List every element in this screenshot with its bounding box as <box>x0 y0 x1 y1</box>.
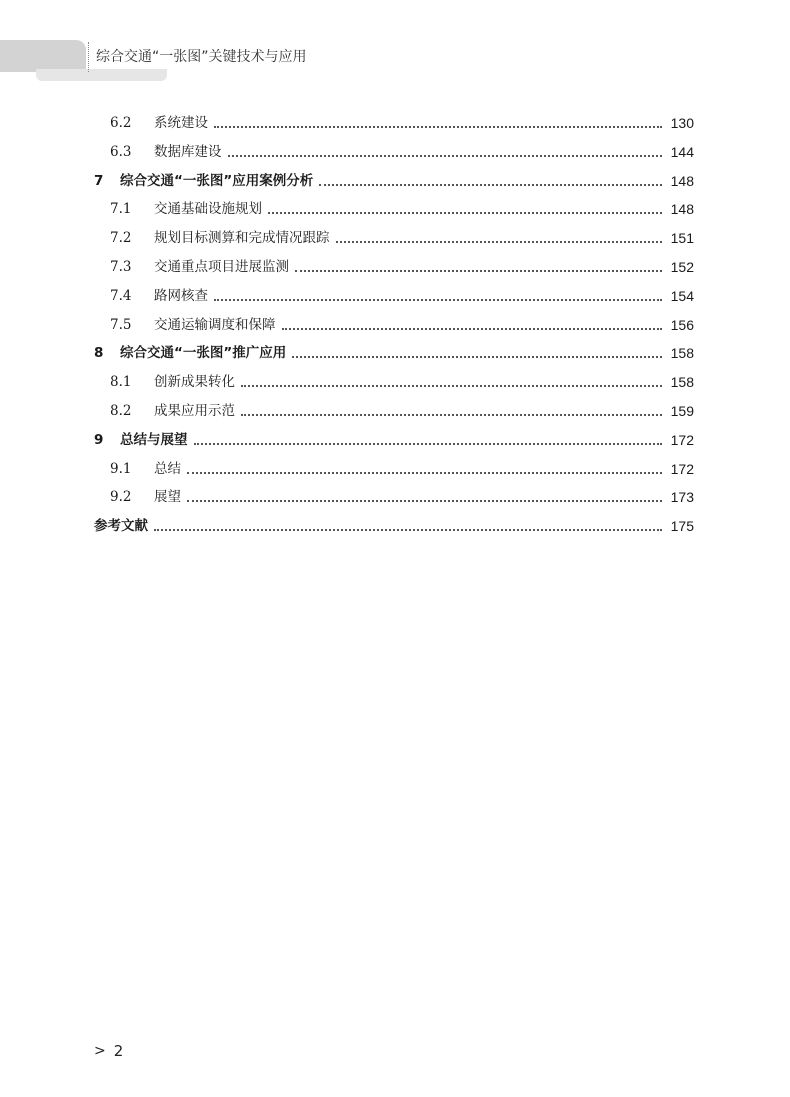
toc-entry-page: 172 <box>670 460 694 477</box>
toc-dot-leader <box>241 385 662 387</box>
toc-entry-number: 7.5 <box>110 316 132 333</box>
header-tab-shadow <box>36 69 167 81</box>
toc-chapter-entry <box>94 340 694 362</box>
header-divider <box>88 42 89 72</box>
page-footer <box>94 1042 123 1060</box>
toc-entry-number: 8 <box>94 345 104 362</box>
toc-dot-leader <box>214 126 662 128</box>
toc-dot-leader <box>241 414 662 416</box>
toc-entry-page: 130 <box>670 115 694 131</box>
toc-entry-title: 规划目标测算和完成情况跟踪 <box>154 230 330 247</box>
toc-entry-title: 数据库建设 <box>154 143 222 160</box>
toc-entry-title: 总结与展望 <box>120 431 188 448</box>
toc-section-entry <box>110 312 694 334</box>
toc-dot-leader <box>319 184 662 186</box>
toc-entry-page: 158 <box>670 345 694 362</box>
toc-entry-title: 交通基础设施规划 <box>154 201 262 218</box>
toc-dot-leader <box>194 443 663 445</box>
toc-entry-number: 7.4 <box>110 287 132 304</box>
toc-chapter-entry <box>94 168 694 190</box>
toc-section-entry <box>110 369 694 391</box>
toc-dot-leader <box>228 155 663 157</box>
toc-entry-number: 6.3 <box>110 143 132 160</box>
toc-dot-leader <box>187 472 662 474</box>
toc-entry-page: 148 <box>670 201 694 218</box>
toc-entry-number: 7.3 <box>110 259 132 275</box>
toc-entry-number: 7.2 <box>110 230 132 247</box>
toc-chapter-entry <box>94 427 694 449</box>
toc-entry-page: 148 <box>670 172 694 189</box>
toc-entry-page: 144 <box>670 143 694 160</box>
toc-entry-page: 158 <box>670 374 694 391</box>
toc-entry-page: 156 <box>670 316 694 333</box>
toc-entry-title: 展望 <box>154 489 181 506</box>
toc-entry-title: 综合交通“一张图”推广应用 <box>120 345 287 362</box>
toc-entry-title: 参考文献 <box>94 518 148 535</box>
toc-dot-leader <box>154 529 662 531</box>
toc-dot-leader <box>187 500 662 502</box>
toc-entry-title: 交通重点项目进展监测 <box>154 259 289 275</box>
toc-dot-leader <box>282 328 663 330</box>
toc-section-entry <box>110 196 694 218</box>
toc-dot-leader <box>336 241 663 243</box>
toc-entry-title: 综合交通“一张图”应用案例分析 <box>120 172 314 189</box>
toc-dot-leader <box>214 299 662 301</box>
toc-entry-page: 159 <box>670 403 694 419</box>
toc-section-entry <box>110 110 694 132</box>
toc-entry-number: 8.2 <box>110 403 132 419</box>
toc-entry-number: 6.2 <box>110 115 132 131</box>
toc-entry-page: 173 <box>670 489 694 506</box>
toc-dot-leader <box>268 212 662 214</box>
toc-entry-title: 系统建设 <box>154 115 208 131</box>
toc-section-entry <box>110 254 694 276</box>
toc-entry-page: 154 <box>670 287 694 304</box>
toc-entry-title: 交通运输调度和保障 <box>154 316 276 333</box>
toc-section-entry <box>110 398 694 420</box>
toc-section-entry <box>110 139 694 161</box>
toc-entry-number: 7.1 <box>110 201 132 218</box>
toc-section-entry <box>110 225 694 247</box>
toc-entry-page: 151 <box>670 230 694 247</box>
toc-entry-number: 9.2 <box>110 489 132 506</box>
toc-entry-page: 172 <box>670 431 694 448</box>
toc-section-entry <box>110 484 694 506</box>
header-tab-decoration <box>0 40 86 72</box>
toc-entry-title: 路网核查 <box>154 287 208 304</box>
toc-entry-page: 175 <box>670 518 694 535</box>
toc-entry-title: 成果应用示范 <box>154 403 235 419</box>
toc-dot-leader <box>292 356 662 358</box>
page-number: 2 <box>113 1042 124 1060</box>
running-header-title: 综合交通“一张图”关键技术与应用 <box>96 49 307 65</box>
toc-entry-number: 7 <box>94 172 104 189</box>
toc-entry-number: 9 <box>94 431 104 448</box>
toc-entry-number: 9.1 <box>110 460 132 477</box>
toc-entry-number: 8.1 <box>110 374 132 391</box>
toc-dot-leader <box>295 270 662 272</box>
chevron-right-icon: > <box>94 1043 106 1059</box>
toc-section-entry <box>110 283 694 305</box>
toc-entry-title: 总结 <box>154 460 181 477</box>
toc-section-entry <box>110 456 694 478</box>
toc-entry-title: 创新成果转化 <box>154 374 235 391</box>
toc-chapter-entry <box>94 513 694 535</box>
toc-entry-page: 152 <box>670 259 694 275</box>
